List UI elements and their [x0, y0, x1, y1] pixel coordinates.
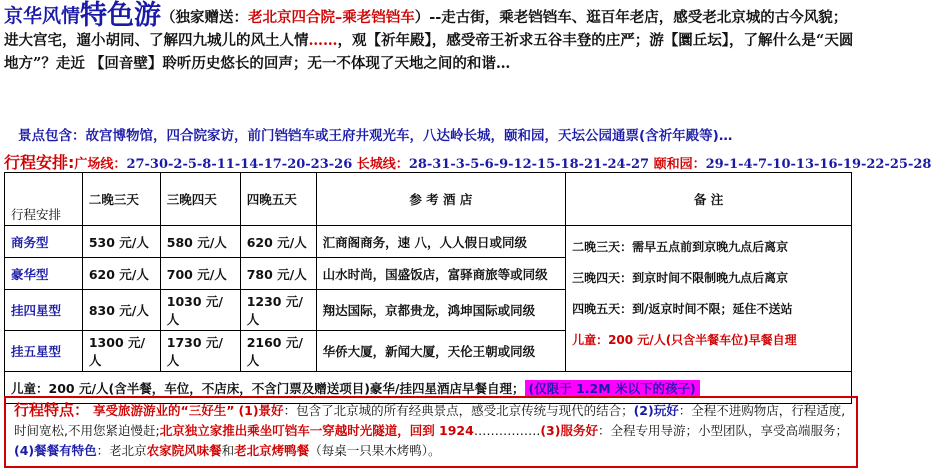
row-price: 530 元/人 [82, 226, 160, 258]
note-item: 二晚三天：需早五点前到京晚九点后离京 [572, 240, 789, 254]
intro-paragraph [4, 0, 854, 75]
row-price: 1230 元/人 [240, 290, 316, 331]
spots-included: 景点包含：故宫博物馆，四合院家访，前门铛铛车或王府井观光车，八达岭长城，颐和园，天坛公园通票(含祈年殿等)… [18, 128, 733, 144]
route-square: 广场线： [74, 157, 127, 172]
row-price: 580 元/人 [160, 226, 240, 258]
row-price: 620 元/人 [82, 258, 160, 290]
point-2-text: ：全程不进购物店，行程适度,时间宽松,不用您紧迫慢赶; [14, 403, 846, 438]
notes-cell [566, 226, 852, 372]
row-price: 2160 元/人 [240, 331, 316, 372]
footer-text: 儿童：200 元/人(含半餐，车位，不店床，不含门票及赠送项目)豪华/挂四星酒店早餐自理； [11, 380, 525, 396]
features-intro: 享受旅游游业的“三好生” [93, 403, 235, 418]
row-price: 1300 元/人 [82, 331, 160, 372]
features-colon: ： [74, 401, 90, 419]
point-2-label: (2)玩好 [633, 403, 679, 418]
row-price: 1730 元/人 [160, 331, 240, 372]
header-4n5d: 四晚五天 [240, 173, 316, 226]
point-3-label: (3)服务好 [540, 423, 598, 438]
row-hotel: 山水时尚，国盛饭店，富驿商旅等或同级 [316, 258, 565, 290]
header-corner: 行程安排 [5, 173, 83, 226]
header-3n4d: 三晚四天 [160, 173, 240, 226]
point-4-and: 和 [221, 443, 235, 458]
schedule-label: 行程安排 [4, 153, 69, 172]
row-hotel: 华侨大厦，新闻大厦，天伦王朝或同级 [316, 331, 565, 372]
row-price: 700 元/人 [160, 258, 240, 290]
header-2n3d: 二晚三天 [82, 173, 160, 226]
note-item: 三晚四天：到京时间不限制晚九点后离京 [572, 271, 789, 285]
point-2-dots: ……………. [473, 423, 541, 438]
intro-dots: …… [308, 32, 338, 49]
schedule-sep: : [68, 153, 75, 172]
header-notes: 备 注 [566, 173, 852, 226]
row-price: 620 元/人 [240, 226, 316, 258]
point-4-end: （每桌一只果木烤鸭）。 [309, 443, 441, 458]
row-category: 豪华型 [5, 258, 83, 290]
dates-summer-palace: 29-1-4-7-10-13-16-19-22-25-28 [705, 157, 931, 172]
schedule-line [4, 150, 931, 173]
point-2-highlight: 北京独立家推出乘坐叮铛车一穿越时光隧道，回到 1924 [159, 423, 474, 438]
features-box [4, 396, 858, 468]
features-title: 行程特点 [14, 401, 75, 419]
point-4-meal-1: 农家院风味餐 [146, 443, 222, 458]
intro-text-1: --走古街，乘老铛铛车、逛百年老店，感受老北京城的古今风貌；进大宫宅，遛小胡同、了解四九城儿的风土人情 [4, 9, 848, 49]
point-4-meal-2: 老北京烤鸭餐 [234, 443, 310, 458]
route-summer-palace: 颐和园： [653, 157, 706, 172]
row-hotel: 汇商阁商务，速 八，人人假日或同级 [316, 226, 565, 258]
header-hotel: 参 考 酒 店 [316, 173, 565, 226]
gift-open: （独家赠送： [161, 9, 249, 26]
note-item-child: 儿童：200 元/人(只含半餐车位)早餐自理 [572, 333, 797, 347]
price-table [4, 172, 852, 404]
table-row [5, 226, 852, 258]
dates-square: 27-30-2-5-8-11-14-17-20-23-26 [126, 157, 353, 172]
point-4-text: ：老北京 [96, 443, 147, 458]
gift-text: 老北京四合院–乘老铛铛车 [248, 9, 415, 26]
point-1-text: ：包含了北京城的所有经典景点，感受北京传统与现代的结合； [283, 403, 634, 418]
point-4-label: (4)餐餐有特色 [14, 443, 97, 458]
row-category: 挂五星型 [5, 331, 83, 372]
row-category: 商务型 [5, 226, 83, 258]
dates-wall: 28-31-3-5-6-9-12-15-18-21-24-27 [408, 157, 650, 172]
row-hotel: 翔达国际，京都贵龙，鸿坤国际或同级 [316, 290, 565, 331]
point-3-text: ：全程专用导游；小型团队，享受高端服务； [597, 423, 848, 438]
row-price: 830 元/人 [82, 290, 160, 331]
row-price: 1030 元/人 [160, 290, 240, 331]
route-wall: 长城线： [356, 157, 409, 172]
page-title: 特色游 [80, 0, 162, 31]
footer-highlight: (仅限于 1.2M 米以下的孩子) [525, 380, 700, 397]
point-1-label: (1)景好 [238, 403, 284, 418]
row-category: 挂四星型 [5, 290, 83, 331]
table-header-row [5, 173, 852, 226]
brand-name: 京华风情 [4, 5, 81, 27]
intro-text-2: ，观【祈年殿】，感受帝王祈求五谷丰登的庄严；游【圜丘坛】，了解什么是“天圆地方”？走近 【回音壁】聆听历史悠长的回声；无一不体现了天地之间的和谐… [4, 32, 854, 72]
gift-close: ） [414, 9, 430, 26]
row-price: 780 元/人 [240, 258, 316, 290]
note-item: 四晚五天：到/返京时间不限；延住不送站 [572, 302, 793, 316]
